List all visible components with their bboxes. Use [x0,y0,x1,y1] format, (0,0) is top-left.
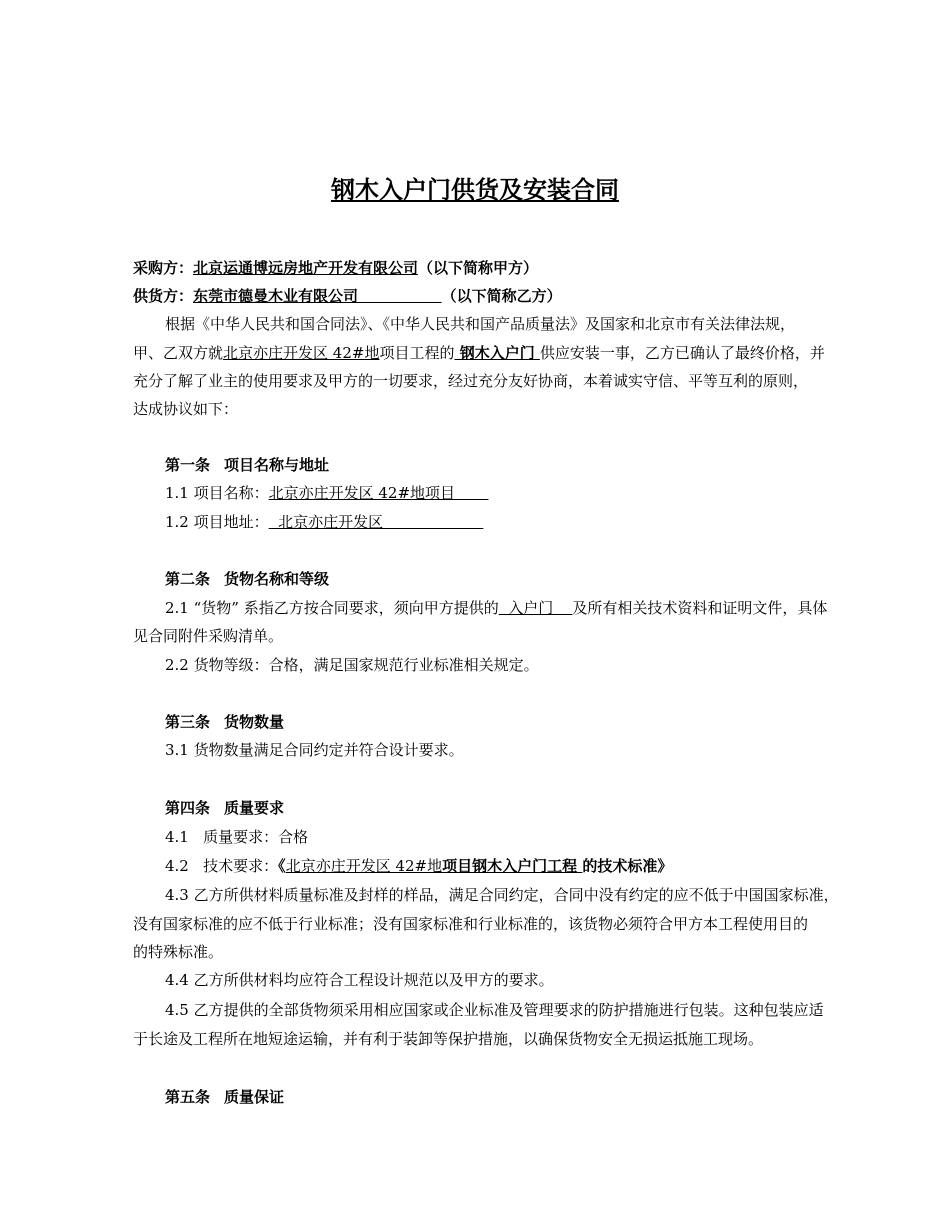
article-heading: 第五条 质量保证 [165,1088,285,1106]
clause-4-3-cont: 没有国家标准的应不低于行业标准；没有国家标准和行业标准的，该货物必须符合甲方本工程使用目的 [133,915,809,933]
clause-3-1: 3.1 货物数量满足合同约定并符合设计要求。 [165,741,464,759]
clause-1-2: 1.2 项目地址： 北京亦庄开发区 [165,513,484,531]
preamble-line: 根据《中华人民共和国合同法》、《中华人民共和国产品质量法》及国家和北京市有关法律法规， [165,315,796,333]
preamble-line: 达成协议如下： [133,400,239,418]
buyer-name: 北京运通博远房地产开发有限公司 [193,259,419,277]
buyer-line: 采购方：北京运通博远房地产开发有限公司（以下简称甲方） [133,259,539,277]
supplier-line: 供货方：东莞市德曼木业有限公司 （以下简称乙方） [133,287,562,305]
clause-4-2: 4.2 技术要求：《北京亦庄开发区 42#地项目钢木入户门工程 的技术标准》 [165,857,673,875]
clause-4-3-cont: 的特殊标准。 [133,943,224,961]
article-heading: 第一条 项目名称与地址 [165,456,330,474]
preamble-line: 甲、乙双方就北京亦庄开发区 42#地项目工程的 钢木入户门 供应安装一事，乙方已确认了最终价格，并 [133,344,825,362]
preamble-line: 充分了解了业主的使用要求及甲方的一切要求，经过充分友好协商，本着诚实守信、平等互利的原则， [133,372,809,390]
supplier-name: 东莞市德曼木业有限公司 [193,287,359,305]
contract-title: 钢木入户门供货及安装合同 [331,176,619,204]
clause-1-1: 1.1 项目名称：北京亦庄开发区 42#地项目 [165,484,489,502]
clause-2-1-cont: 见合同附件采购清单。 [133,627,284,645]
article-heading: 第四条 质量要求 [165,799,285,817]
clause-4-4: 4.4 乙方所供材料均应符合工程设计规范以及甲方的要求。 [165,971,554,989]
clause-2-1: 2.1 “货物” 系指乙方按合同要求，须向甲方提供的 入户门 及所有相关技术资料和证明文件，具体 [165,599,828,617]
article-heading: 第三条 货物数量 [165,713,285,731]
article-heading: 第二条 货物名称和等级 [165,570,330,588]
clause-4-3: 4.3 乙方所供材料质量标准及封样的样品，满足合同约定，合同中没有约定的应不低于中国国家标准， [165,886,839,904]
clause-2-2: 2.2 货物等级：合格，满足国家规范行业标准相关规定。 [165,656,539,674]
clause-4-5: 4.5 乙方提供的全部货物须采用相应国家或企业标准及管理要求的防护措施进行包装。这种包装应适 [165,1001,824,1019]
clause-4-5-cont: 于长途及工程所在地短途运输，并有利于装卸等保护措施，以确保货物安全无损运抵施工现场。 [133,1030,764,1048]
clause-4-1: 4.1 质量要求：合格 [165,828,309,846]
